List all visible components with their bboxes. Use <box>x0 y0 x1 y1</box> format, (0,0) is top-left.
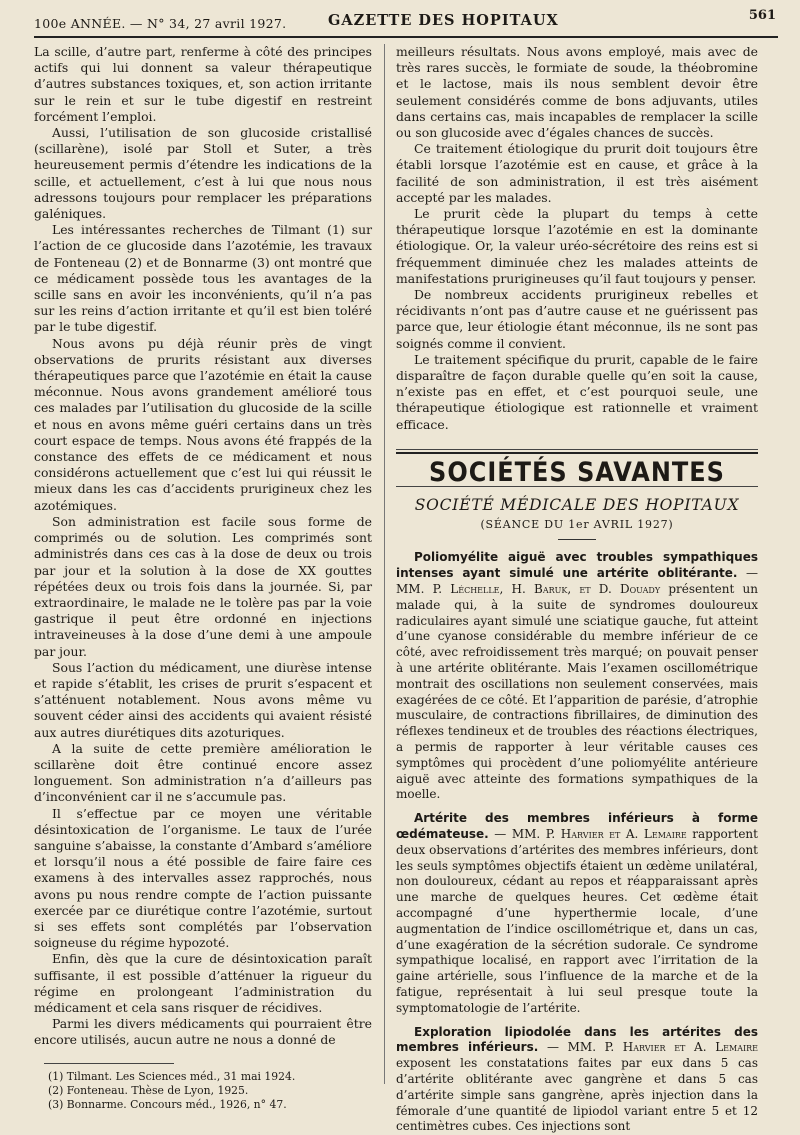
running-header <box>28 6 784 32</box>
seance-date: (SÉANCE DU 1er AVRIL 1927) <box>480 518 674 532</box>
section-rule <box>396 452 758 454</box>
paragraph: Son administration est facile sous forme de comprimés ou de solution. Les comprimés sont administrés dans ces cas à la dose de deux ou trois par jour et la solution à la dose de XX gouttes répétées deux ou trois fois dans la journée. Si, par extraordinaire, le malade ne le tolère pas par la voie gastrique il peut être ordonné en injections intraveineuses à la dose d’une demi à une ampoule par jour. <box>34 513 372 659</box>
paragraph: De nombreux accidents prurigineux rebelles et récidivants n’ont pas d’autre cause et ne guérissent pas parce que, leur étiologie étant méconnue, ils ne sont pas soignés comme il convient. <box>396 287 758 351</box>
paragraph: Nous avons pu déjà réunir près de vingt observations de prurits résistant aux diverses thérapeutiques parce que l’azotémie en était la cause méconnue. Nous avons grandement amélioré tous ces malades par l’utilisation du glucoside de la scille et nous en avons même guéri certains dans un très court espace de temps. Nous avons été frappés de la constance des effets de ce médicament et nous considérons actuellement que c’est lui qui réussit le mieux dans les cas d’accidents prurigineux chez les azotémiques. <box>34 335 372 513</box>
paragraph: Aussi, l’utilisation de son glucoside cristallisé (scillarène), isolé par Stoll et Suter, a très heureusement permis d’étendre les indications de la scille, et actuellement, c’est à lui que nous nous adressons toujours pour remplacer les préparations galéniques. <box>34 125 372 222</box>
paragraph: Le prurit cède la plupart du temps à cette thérapeutique lorsque l’azotémie en est la dominante étiologique. Or, la valeur uréo-sécrétoire des reins est si fréquemment diminuée chez les malades atteints de manifestations prurigineuses qu’il faut toujours y penser. <box>396 206 758 286</box>
article <box>396 1025 758 1135</box>
journal-title: GAZETTE DES HOPITAUX <box>328 12 559 29</box>
article-title: Artérite des membres inférieurs à forme œdémateuse. <box>396 811 758 842</box>
page-number: 561 <box>748 8 776 23</box>
article-authors: — MM. P. Harvier et A. Lemaire <box>488 827 687 842</box>
paragraph: Le traitement spécifique du prurit, capable de le faire disparaître de façon durable quelle qu’en soit la cause, n’existe pas en effet, et c’est pourquoi seule, une thérapeutique étiologique est rationnelle et vraiment efficace. <box>396 351 758 432</box>
article <box>396 811 758 1016</box>
paragraph: Parmi les divers médicaments qui pourraient être encore utilisés, aucun autre ne nous a donné de <box>34 1016 372 1048</box>
short-rule <box>558 539 596 540</box>
article-authors: — MM. P. Harvier et A. Lemaire <box>538 1040 758 1055</box>
paragraph: Ce traitement étiologique du prurit doit toujours être établi lorsque l’azotémie est en cause, et grâce à la facilité de son administration, il est très aisément accepté par les malades. <box>396 141 758 205</box>
paragraph: Il s’effectue par ce moyen une véritable désintoxication de l’organisme. Le taux de l’urée sanguine s’abaisse, la constante d’Ambard s’améliore et lorsqu’il nous a été possible de faire faire ces examens à des intervalles assez rapprochés, nous avons pu nous rendre compte de l’action puissante exercée par ce diurétique contre l’azotémie, surtout si ses effets sont complétés par l’observation soigneuse du régime hypozoté. <box>34 805 372 951</box>
article-title: Poliomyélite aiguë avec troubles sympathiques intenses ayant simulé une artérite oblitérante. <box>396 550 758 581</box>
paragraph: A la suite de cette première amélioration le scillarène doit être continué encore assez longuement. Son administration n’a d’ailleurs pas d’inconvénient car il ne s’accumule pas. <box>34 740 372 805</box>
column-divider <box>384 44 385 1084</box>
issue-info: 100e ANNÉE. — N° 34, 27 avril 1927. <box>34 16 287 31</box>
paragraph: meilleurs résultats. Nous avons employé, mais avec de très rares succès, le formiate de soude, la théobromine et le lactose, mais ils nous semblent devoir être seulement considérés comme de bons adjuvants, utiles dans certains cas, mais incapables de remplacer la scille ou son glucoside avec d’égales chances de succès. <box>396 44 758 141</box>
article <box>396 550 758 803</box>
article-authors: — MM. P. Léchelle, H. Baruk, et D. Douady <box>396 566 758 597</box>
footnotes <box>34 1070 372 1112</box>
section-title: SOCIÉTÉS SAVANTES <box>429 456 725 488</box>
paragraph: Les intéressantes recherches de Tilmant (1) sur l’action de ce glucoside dans l’azotémie, les travaux de Fonteneau (2) et de Bonnarme (3) ont montré que ce médicament possède tous les avantages de la scille sans en avoir les inconvénients, qu’il n’a pas sur les reins d’action irritante et qu’il est bien toléré par le tube digestif. <box>34 222 372 335</box>
article-body: présentent un malade qui, à la suite de syndromes douloureux radiculaires ayant simulé une sciatique gauche, fut atteint d’une cyanose considérable du membre inférieur de ce côté, avec refroidissement très marqué; on pouvait penser à une artérite oblitérante. Mais l’examen oscillométrique montrait des oscillations non seulement conservées, mais exagérées de ce côté. Et l’apparition de parésie, d’atrophie musculaire, de contractions fibrillaires, de diminution des réflexes tendineux et de troubles des réactions électriques, a permis de rapporter à leur véritable causes ces symptômes qui procèdent d’une poliomyélite antérieure aiguë avec atteinte des formations sympathiques de la moelle. <box>396 582 758 802</box>
paragraph: Enfin, dès que la cure de désintoxication paraît suffisante, il est possible d’atténuer la rigueur du régime en prolongeant l’administration du médicament et cela sans risquer de récidives. <box>34 951 372 1015</box>
footnote: (2) Fonteneau. Thèse de Lyon, 1925. <box>48 1083 249 1097</box>
footnote-rule <box>44 1063 174 1064</box>
paragraph: Sous l’action du médicament, une diurèse intense et rapide s’établit, les crises de prurit s’espacent et s’atténuent notablement. Nous avons même vu souvent céder ainsi des accidents qui avaient résisté aux autres diurétiques dits azoturiques. <box>34 659 372 740</box>
header-rule <box>34 36 778 38</box>
article-title: Exploration lipiodolée dans les artérites des membres inférieurs. <box>396 1024 758 1055</box>
right-column <box>396 44 758 1135</box>
left-column <box>34 44 372 1112</box>
footnote: (1) Tilmant. Les Sciences méd., 31 mai 1924. <box>48 1069 296 1083</box>
section-rule <box>396 449 758 450</box>
society-name: SOCIÉTÉ MÉDICALE DES HOPITAUX <box>414 496 740 515</box>
article-body: exposent les constatations faites par eux dans 5 cas d’artérite oblitérante avec gangrène et dans 5 cas d’artérite simple sans gangrène, après injection dans la fémorale d’une quantité de lipiodol variant entre 5 et 12 centimètres cubes. Ces injections sont <box>396 1056 758 1134</box>
article-body: rapportent deux observations d’artérites des membres inférieurs, dont les seuls symptômes objectifs étaient un œdème unilatéral, non douloureux, cédant au repos et réapparaissant après une marche de quelques heures. Cet œdème était accompagné d’une hyperthermie locale, d’une augmentation de l’indice oscillométrique et, dans un cas, d’une exagération de la sécrétion sudorale. Ce syndrome sympathique localisé, en rapport avec l’irritation de la gaine artérielle, sous l’influence de la marche et de la fatigue, représentait à lui seul presque toute la symptomatologie de l’artérite. <box>396 827 758 1015</box>
paragraph: La scille, d’autre part, renferme à côté des principes actifs qui lui donnent sa valeur thérapeutique d’autres substances toxiques, et, son action irritante sur le rein et sur le tube digestif en restreint forcément l’emploi. <box>34 44 372 124</box>
footnote: (3) Bonnarme. Concours méd., 1926, n° 47. <box>48 1097 287 1111</box>
